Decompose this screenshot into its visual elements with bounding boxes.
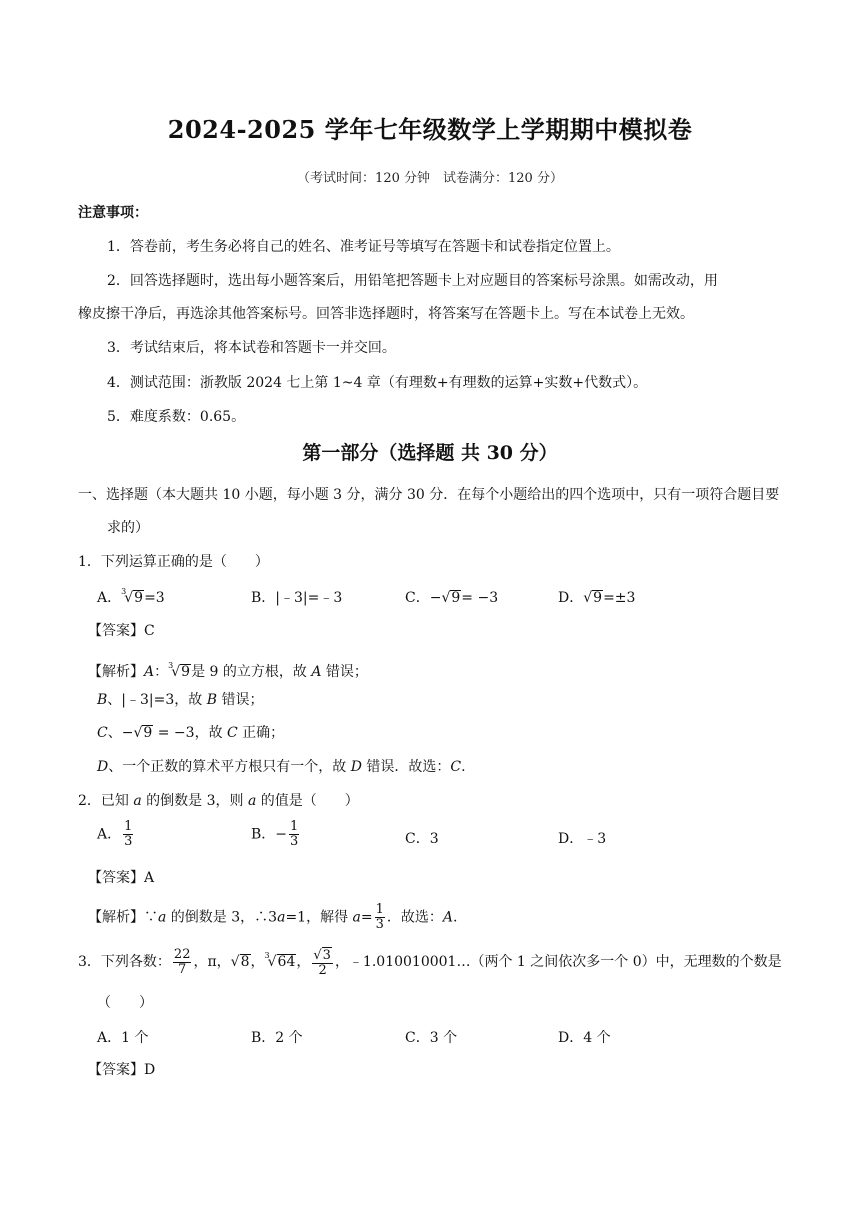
q3-answer: 【答案】D <box>88 1062 156 1078</box>
numerator: 1 <box>290 819 299 834</box>
text: 2．已知 <box>78 793 134 809</box>
q2-answer: 【答案】A <box>88 870 155 886</box>
fraction <box>173 948 192 977</box>
q1-stem: 1．下列运算正确的是（ ） <box>78 554 269 570</box>
notice-item-2: 2．回答选择题时，选出每小题答案后，用铅笔把答题卡上对应题目的答案标号涂黑。如需改动，用 <box>107 273 718 289</box>
notice-heading: 注意事项： <box>78 205 148 221</box>
section-instruction-cont: 求的） <box>107 520 149 536</box>
radicand: 3 <box>322 947 331 963</box>
option-value: = −3 <box>461 590 499 606</box>
text: ， <box>296 954 311 970</box>
q3-option-a: A．1 个 <box>97 1030 149 1046</box>
section-instruction: 一、选择题（本大题共 10 小题，每小题 3 分，满分 30 分．在每个小题给出的四个选项中，只有一项符合题目要 <box>78 487 780 503</box>
var: a <box>277 909 286 926</box>
var: D <box>97 759 109 775</box>
var: B <box>206 692 218 708</box>
q1-option-d <box>558 587 635 607</box>
text: 3．下列各数： <box>78 954 171 970</box>
var: B <box>97 692 108 708</box>
notice-item-5: 5．难度系数：0.65。 <box>107 409 246 425</box>
q1-answer: 【答案】C <box>88 623 155 639</box>
numerator: 1 <box>124 819 133 834</box>
q3-stem <box>78 946 782 978</box>
radicand: 9 <box>134 590 144 606</box>
exam-info-subtitle: （考试时间：120 分钟 试卷满分：120 分） <box>297 171 563 186</box>
denominator: 2 <box>318 962 327 978</box>
text: . <box>453 909 458 926</box>
q3-stem-cont: （ ） <box>97 995 153 1011</box>
q2-stem <box>78 791 359 811</box>
q3-option-d: D．4 个 <box>558 1030 611 1046</box>
text: 、|﹣3|=3，故 <box>107 692 207 708</box>
var: a <box>352 909 361 926</box>
option-label: B． <box>251 826 276 843</box>
var: A <box>311 664 322 680</box>
cube-root-index: 3 <box>168 661 174 670</box>
notice-item-3: 3．考试结束后，将本试卷和答题卡一并交回。 <box>107 340 396 356</box>
numerator: 22 <box>173 946 191 962</box>
radical-sign: √9 <box>583 590 603 606</box>
page-title: 2024-2025 学年七年级数学上学期期中模拟卷 <box>167 115 693 144</box>
text: 的倒数是 3，∴3 <box>166 909 278 926</box>
text: 错误．故选： <box>361 759 451 775</box>
radicand: 9 <box>593 590 603 606</box>
var: A <box>442 909 454 926</box>
text: 的值是（ ） <box>256 793 359 809</box>
q1-option-c <box>405 587 498 607</box>
numerator: 1 <box>375 902 384 917</box>
text: ，﹣1.010010001…（两个 1 之间依次多一个 0）中，无理数的个数是 <box>334 954 782 970</box>
radicand: 9 <box>451 590 461 606</box>
text: 、− <box>107 725 134 741</box>
radicand: 8 <box>240 954 250 970</box>
q1-option-b: B．|﹣3|=﹣3 <box>251 590 343 606</box>
q1-option-a <box>97 587 165 607</box>
denominator: 3 <box>290 834 299 849</box>
numerator <box>312 947 333 964</box>
radical-sign: √8 <box>230 954 250 970</box>
option-value: =±3 <box>603 590 636 606</box>
radical-sign: √3 <box>313 947 331 963</box>
var: A <box>144 664 155 680</box>
section-title: 第一部分（选择题 共 30 分） <box>302 442 558 464</box>
option-label: C． <box>405 590 430 606</box>
q3-option-c: C．3 个 <box>405 1030 458 1046</box>
text: 、一个正数的算术平方根只有一个，故 <box>108 759 351 775</box>
q2-explanation <box>88 903 457 932</box>
notice-item-2-cont: 橡皮擦干净后，再选涂其他答案标号。回答非选择题时，将答案写在答题卡上。写在本试卷上无效。 <box>78 306 694 322</box>
text: = <box>360 909 373 926</box>
q2-option-b <box>251 820 301 849</box>
q1-explanation-3 <box>97 723 284 743</box>
text: ， <box>250 954 265 970</box>
q1-explanation-1 <box>88 656 368 682</box>
var: C <box>227 725 238 741</box>
var: D <box>350 759 362 775</box>
q2-option-d: D．﹣3 <box>558 831 607 847</box>
radical-sign: √9 <box>133 725 153 741</box>
radical-sign: √9 <box>124 590 144 606</box>
notice-item-1: 1．答卷前，考生务必将自己的姓名、准考证号等填写在答题卡和试卷指定位置上。 <box>107 239 620 255</box>
text: 【解析】∵ <box>88 909 158 926</box>
text: 正确； <box>237 725 285 741</box>
q3-option-b: B．2 个 <box>251 1030 303 1046</box>
fraction <box>375 903 385 932</box>
denominator: 3 <box>375 917 384 932</box>
text: 错误； <box>321 664 368 680</box>
text: ： <box>154 664 169 680</box>
text: 是 9 的立方根，故 <box>191 664 312 680</box>
var: a <box>133 793 142 809</box>
var: a <box>158 909 167 926</box>
text: ，π， <box>193 954 231 970</box>
option-value: =3 <box>144 590 165 606</box>
cube-root-index: 3 <box>264 951 270 960</box>
minus-sign: − <box>275 826 288 843</box>
option-label: A． <box>97 826 122 843</box>
q1-explanation-2 <box>97 690 263 710</box>
radicand: 9 <box>143 725 153 741</box>
radical-sign: √64 <box>267 954 296 970</box>
var: C <box>450 759 462 775</box>
radicand: 64 <box>277 954 296 970</box>
var: a <box>247 793 257 809</box>
text: . <box>461 759 466 775</box>
q1-explanation-4 <box>97 757 466 777</box>
radical-sign: √9 <box>441 590 461 606</box>
text: ．故选： <box>386 909 443 926</box>
notice-item-4: 4．测试范围：浙教版 2024 七上第 1~4 章（有理数+有理数的运算+实数+代数式）。 <box>107 375 648 391</box>
cube-root-index: 3 <box>121 587 127 596</box>
q2-option-a <box>97 820 135 849</box>
text: 的倒数是 3，则 <box>141 793 248 809</box>
q2-option-c: C．3 <box>405 831 439 847</box>
denominator: 7 <box>178 961 187 977</box>
radical-sign: √9 <box>171 664 191 680</box>
fraction <box>289 820 299 849</box>
text: = −3，故 <box>153 725 228 741</box>
fraction <box>123 820 133 849</box>
text: 错误； <box>217 692 264 708</box>
option-label: D． <box>558 590 584 606</box>
var: C <box>97 725 108 741</box>
fraction <box>312 947 333 978</box>
explanation-prefix: 【解析】 <box>88 664 144 680</box>
minus-sign: − <box>429 590 442 606</box>
text: =1，解得 <box>285 909 353 926</box>
radicand: 9 <box>181 664 191 680</box>
denominator: 3 <box>124 834 133 849</box>
option-label: A． <box>97 590 122 606</box>
